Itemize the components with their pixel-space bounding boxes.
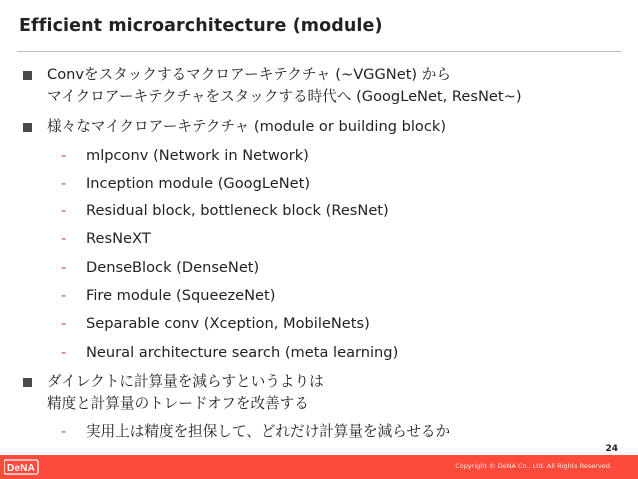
dash-marker: - — [61, 175, 67, 192]
sub-item-residual: Residual block, bottleneck block (ResNet) — [86, 202, 389, 219]
bullet2-text: 様々なマイクロアーキテクチャ (module or building block) — [47, 118, 447, 135]
bullet1-line2: マイクロアーキテクチャをスタックする時代へ (GoogLeNet, ResNet~) — [47, 88, 522, 105]
svg-text:DeNA: DeNA — [6, 463, 36, 474]
bullet1-line1: Convをスタックするマクロアーキテクチャ (~VGGNet) から — [47, 66, 451, 83]
sub-item-fire: Fire module (SqueezeNet) — [86, 287, 276, 304]
sub-item-inception: Inception module (GoogLeNet) — [86, 175, 311, 192]
sub-item-nas: Neural architecture search (meta learning) — [86, 344, 399, 361]
dash-marker: - — [61, 315, 67, 332]
dena-logo-mark-icon — [4, 458, 40, 476]
sub-item-mlpconv: mlpconv (Network in Network) — [86, 147, 309, 164]
sub-item-separable: Separable conv (Xception, MobileNets) — [86, 315, 370, 332]
sub-item-resnext: ResNeXT — [86, 230, 151, 247]
title-divider — [17, 51, 621, 52]
dash-marker: - — [61, 287, 67, 304]
dash-marker: - — [61, 344, 67, 361]
dash-marker: - — [61, 202, 67, 219]
bullet3-sub-item: 実用上は精度を担保して、どれだけ計算量を減らせるか — [86, 423, 451, 440]
dash-marker: - — [61, 147, 67, 164]
dena-logo — [4, 458, 40, 476]
page-number: 24 — [605, 444, 618, 454]
bullet3-line2: 精度と計算量のトレードオフを改善する — [47, 395, 309, 412]
footer-bar — [0, 455, 638, 479]
footer-copyright: Copyright © DeNA Co., Ltd. All Rights Reserved. — [455, 462, 612, 470]
bullet-square-icon — [23, 378, 32, 387]
bullet3-line1: ダイレクトに計算量を減らすというよりは — [47, 373, 324, 390]
sub-item-denseblock: DenseBlock (DenseNet) — [86, 259, 260, 276]
bullet-square-icon — [23, 71, 32, 80]
dash-marker: - — [61, 230, 67, 247]
bullet-square-icon — [23, 123, 32, 132]
slide-title: Efficient microarchitecture (module) — [19, 16, 383, 36]
dash-marker: - — [61, 423, 67, 440]
dash-marker: - — [61, 259, 67, 276]
